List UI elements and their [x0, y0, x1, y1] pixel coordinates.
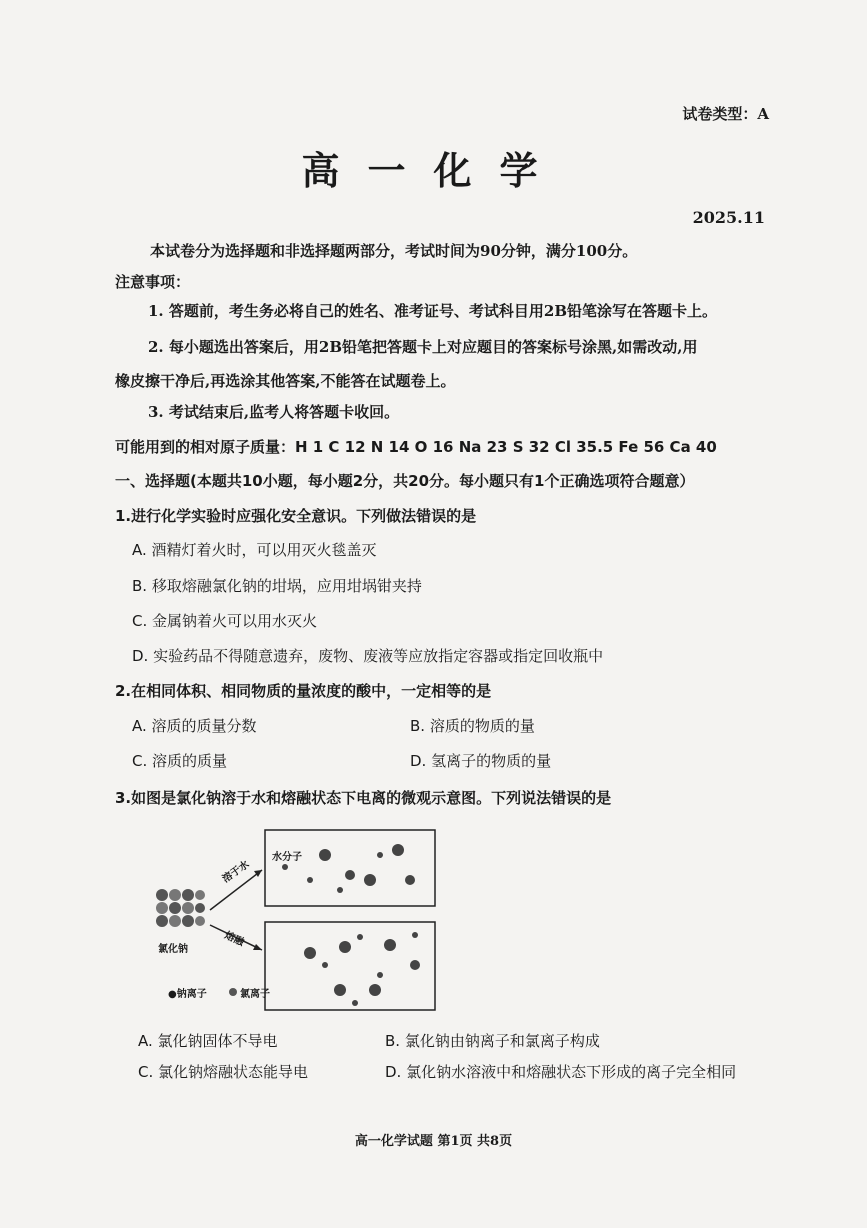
q3-option-a: A. 氯化钠固体不导电	[138, 1032, 278, 1050]
dissolve-label: 溶于水	[220, 859, 252, 886]
intro-text: 本试卷分为选择题和非选择题两部分，考试时间为90分钟，满分100分。	[150, 242, 638, 260]
legend-na: ●钠离子	[168, 989, 207, 1000]
q1-option-c: C. 金属钠着火可以用水灭火	[132, 612, 318, 630]
legend-cl: 氯离子	[240, 989, 270, 1000]
notice-item-3: 3. 考试结束后,监考人将答题卡收回。	[148, 403, 400, 421]
q2-option-a: A. 溶质的质量分数	[132, 717, 257, 735]
question-3-stem: 3.如图是氯化钠溶于水和熔融状态下电离的微观示意图。下列说法错误的是	[115, 789, 612, 807]
notice-heading: 注意事项：	[115, 273, 191, 291]
question-2-stem: 2.在相同体积、相同物质的量浓度的酸中，一定相等的是	[115, 682, 492, 700]
notice-item-2: 2. 每小题选出答案后，用2B铅笔把答题卡上对应题目的答案标号涂黑,如需改动,用	[148, 338, 698, 356]
question-1-stem: 1.进行化学实验时应强化安全意识。下列做法错误的是	[115, 507, 477, 525]
q3-option-d: D. 氯化钠水溶液中和熔融状态下形成的离子完全相同	[385, 1063, 737, 1081]
section-heading: 一、选择题(本题共10小题，每小题2分，共20分。每小题只有1个正确选项符合题意）	[115, 472, 695, 490]
nacl-crystal	[156, 889, 205, 927]
nacl-label: 氯化钠	[158, 944, 188, 955]
q1-option-d: D. 实验药品不得随意遗弃，废物、废液等应放指定容器或指定回收瓶中	[132, 647, 604, 665]
q2-option-b: B. 溶质的物质的量	[410, 717, 535, 735]
paper-type: 试卷类型：A	[682, 105, 769, 123]
atomic-masses: 可能用到的相对原子质量：H 1 C 12 N 14 O 16 Na 23 S 32 Cl 35.5 Fe 56 Ca 40	[115, 438, 717, 456]
notice-item-1: 1. 答题前，考生务必将自己的姓名、准考证号、考试科目用2B铅笔涂写在答题卡上。	[148, 302, 718, 320]
page-title: 高一化学	[301, 148, 566, 193]
q3-option-b: B. 氯化钠由钠离子和氯离子构成	[385, 1032, 600, 1050]
melt-label: 熔融	[222, 930, 246, 949]
q3-option-c: C. 氯化钠熔融状态能导电	[138, 1063, 309, 1081]
exam-date: 2025.11	[692, 208, 765, 227]
water-molecule-label: 水分子	[272, 852, 302, 863]
notice-item-2-cont: 橡皮擦干净后,再选涂其他答案,不能答在试题卷上。	[115, 372, 456, 390]
q1-option-a: A. 酒精灯着火时，可以用灭火毯盖灭	[132, 541, 377, 559]
page-footer: 高一化学试题 第1页 共8页	[354, 1134, 513, 1149]
q2-option-d: D. 氢离子的物质的量	[410, 752, 552, 770]
q1-option-b: B. 移取熔融氯化钠的坩埚，应用坩埚钳夹持	[132, 577, 422, 595]
nacl-ionization-diagram	[150, 825, 450, 1015]
q2-option-c: C. 溶质的质量	[132, 752, 228, 770]
